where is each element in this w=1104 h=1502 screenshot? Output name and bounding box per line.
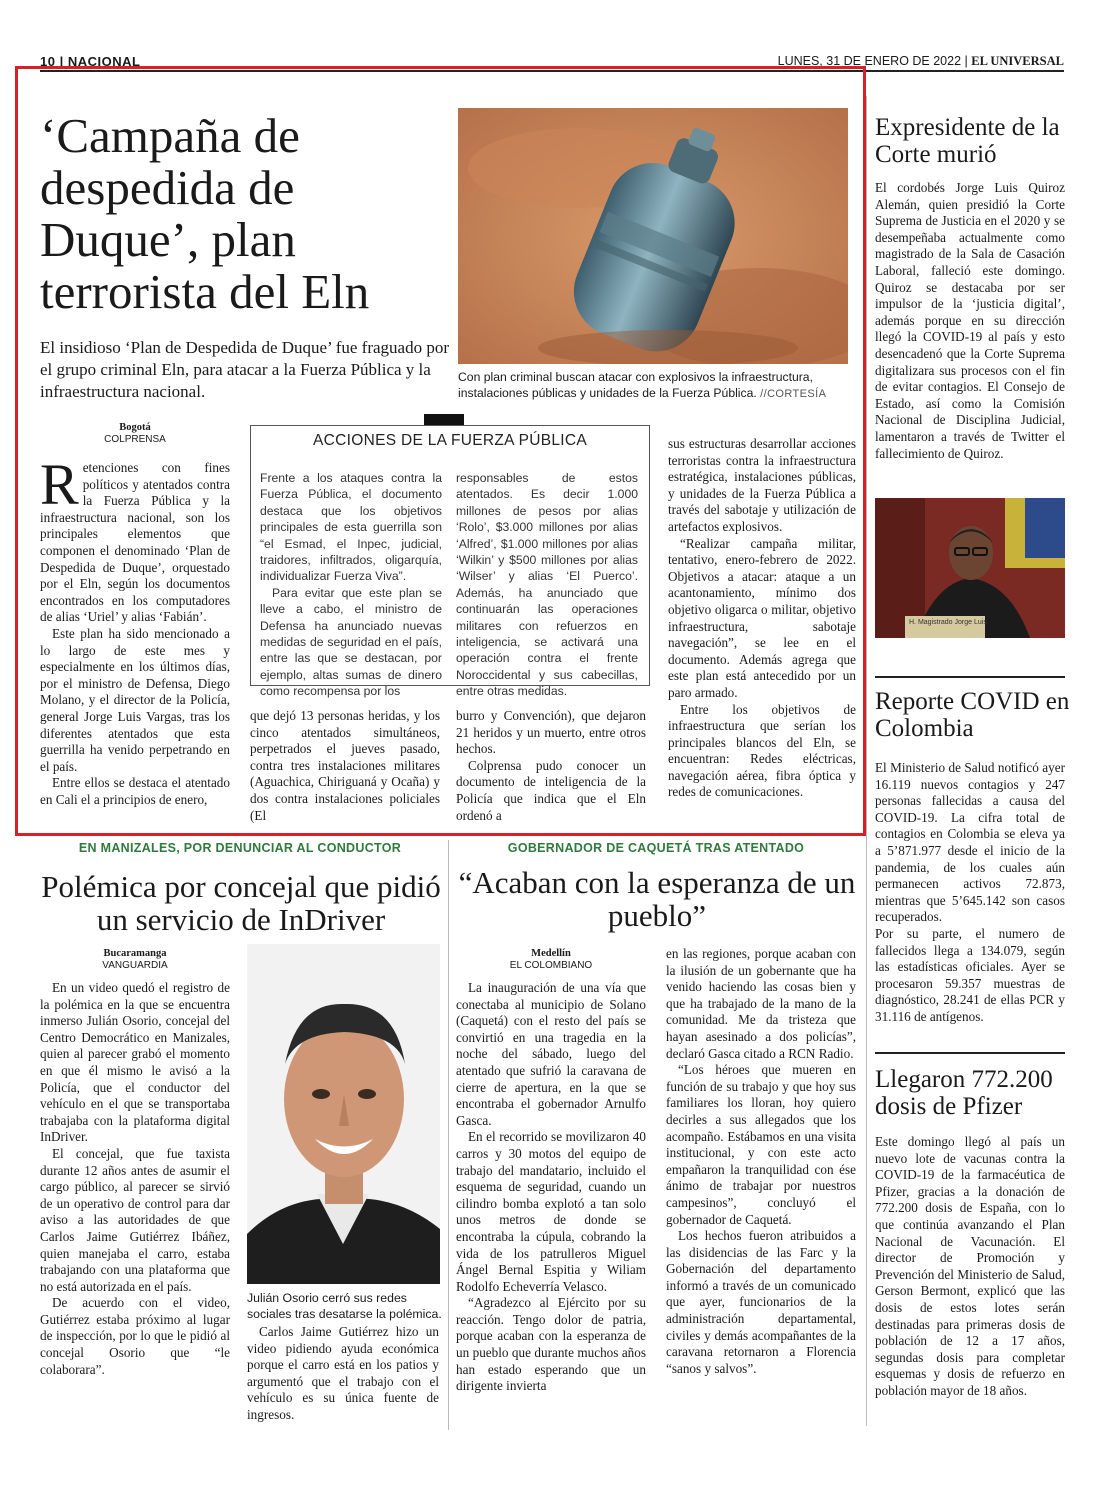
- photo-credit: //CORTESÍA: [760, 388, 827, 400]
- sidebar-col-right: responsables de estos atentados. Es decir 1.000 millones de pesos por alias ‘Rolo’, $3.000 millones por alias ‘Alfred’, $1.000 millones por alias ‘Wilkin’ y $500 millones por alias ‘Wilser’ y alias ‘El Puerco’. Además, ha anunciado que continuarán las operaciones militares con refuerzos en inteligencia, se activará una operación contra el frente Noroccidental y sus cabecillas, entre otras medidas.: [456, 471, 638, 699]
- rail-text-1: El cordobés Jorge Luis Quiroz Alemán, quien presidió la Corte Suprema de Justicia en el 2020 y se desempeñaba actualmente como magistrado de la Sala de Casación Laboral, falleció este domingo. Quiroz se destacaba por ser impulsor de la ‘justicia digital’, además porque en su dirección llegó la COVID-19 al país y esto desencadenó que la Corte Suprema digitalizara sus procesos con el fin de evitar contagios. El Consejo de Estado, así como la Comisión Nacional de Disciplina Judicial, lamentaron a través de Twitter el fallecimiento de Quiroz.: [875, 180, 1065, 461]
- main-lead: El insidioso ‘Plan de Despedida de Duque’ fue fraguado por el grupo criminal Eln, para atacar a la Fuerza Pública y la infraestructura nacional.: [40, 338, 449, 401]
- caqueta-col-1: La inauguración de una vía que conectaba al municipio de Solano (Caquetá) con el resto del país se convirtió en una tragedia en la noche del sábado, luego del atentado que sufrió la caravana de cierre de apertura, en la que se encontraba el gobernador Arnulfo Gasca. En el recorrido se movilizaron 40 carros y 30 motos del equipo de trabajo del mandatario, incluido el esquema de seguridad, cuando un cilindro bomba explotó a tan solo unos metros de donde se encontraba la cúpula, cobrando la vida de los patrulleros Miguel Ángel Bernal Espitia y Wiliam Rodolfo Echeverría Velasco. “Agradezco al Ejército por su reacción. Tengo dolor de patria, porque acaban con la esperanza de un pueblo que durante muchos años han estado esperando que un dirigente invierta: [456, 980, 646, 1394]
- rail-rule-3: [875, 1052, 1065, 1054]
- caqueta-kicker: GOBERNADOR DE CAQUETÁ TRAS ATENTADO: [507, 841, 805, 855]
- caqueta-headline: “Acaban con la esperanza de un pueblo”: [458, 865, 856, 933]
- indriver-col-1: En un video quedó el registro de la polémica en la que se encuentra inmerso Julián Osorio, concejal del Centro Democrático en Manizales, quien al parecer grabó el momento en que él mismo le avisó a la Policía, que el conductor del vehículo en el que se transportaba trabajaba con la plataforma digital InDriver. El concejal, que fue taxista durante 12 años antes de asumir el cargo público, al parecer se sirvió de un operativo de control para dar aviso a las autoridades de que Carlos Jaime Gutiérrez Ibáñez, quien manejaba el carro, estaba trabajando con una plataforma que no está autorizada en el país. De acuerdo con el video, Gutiérrez estaba próximo al lugar de inspección, por lo que le pidió al concejal Osorio que “le colaborara”.: [40, 980, 230, 1377]
- main-col-4: sus estructuras desarrollar acciones terroristas contra la infraestructura estratégica, instalaciones públicas, y unidades de la Fuerza Pública a través del sabotaje y utilización de artefactos explosivos. “Realizar campaña militar, tentativo, enero-febrero de 2022. Objetivos a atacar: ataque a un acantonamiento, mínimo dos objetivo oligarca o militar, objetivo infraestructura, sabotaje navegación”, se lee en el documento. Además agrega que este plan está antecedido por un paro armado. Entre los objetivos de infraestructura que serían los principales blancos del Eln, se encuentran: Redes eléctricas, navegación aérea, fibra óptica y redes de comunicaciones.: [668, 436, 856, 800]
- sidebar-title: ACCIONES DE LA FUERZA PÚBLICA: [313, 432, 587, 449]
- indriver-photo-caption: Julián Osorio cerró sus redes sociales tras desatarse la polémica.: [247, 1291, 442, 1321]
- rail-separator: [866, 96, 867, 1426]
- rail-headline-1: Expresidente de la Corte murió: [875, 114, 1060, 168]
- main-col-2: que dejó 13 personas heridas, y los cinco atentados simultáneos, perpetrados el jueves pasado, contra tres instalaciones militares (Aguachica, Chiriguaná y Ocaña) y dos contra instalaciones policiales (El: [250, 708, 440, 823]
- byline: Bogotá COLPRENSA: [104, 422, 166, 445]
- gas-cylinder-photo: [458, 108, 848, 364]
- caqueta-byline: Medellín EL COLOMBIANO: [509, 948, 593, 971]
- main-photo-caption: Con plan criminal buscan atacar con explosivos la infraestructura, instalaciones públicas y unidades de la Fuerza Pública. //CORTESÍA: [458, 370, 827, 400]
- article-separator: [448, 840, 449, 1430]
- nameplate-text: H. Magistrado Jorge Luis: [909, 619, 987, 626]
- indriver-byline: Bucaramanga VANGUARDIA: [102, 948, 168, 971]
- caqueta-col-2: en las regiones, porque acaban con la ilusión de un gobernante que ha venido haciendo las cosas bien y que ha trabajado de la mano de la comunidad. Me da tristeza que hayan asesinado a dos policías”, declaró Gasca citado a RCN Radio. “Los héroes que mueren en función de su trabajo y que hoy sus familiares los lloran, hoy quiero decirles a sus allegados que los acompaño. Estábamos en una visita institucional, y con este acto empañaron la tranquilidad con ése ánimo de trabajar por nuestros campesinos”, concluyó el gobernador de Caquetá. Los hechos fueron atribuidos a las disidencias de las Farc y la Gobernación del departamento informó a través de un comunicado que ayer, funcionarios de la administración departamental, civiles y demás acompañantes de la caravana retornaron a Florencia “sanos y salvos”.: [666, 946, 856, 1376]
- indriver-kicker: EN MANIZALES, POR DENUNCIAR AL CONDUCTOR: [78, 841, 402, 855]
- rail-headline-3: Llegaron 772.200 dosis de Pfizer: [875, 1066, 1053, 1120]
- rail-headline-2: Reporte COVID en Colombia: [875, 688, 1070, 742]
- page-section-label: 10 | NACIONAL: [40, 54, 141, 69]
- main-col-1: Bogotá COLPRENSA R etenciones con fines políticos y atentados contra la Fuerza Pública y la infraestructura nacional, son los principales elementos que componen el denominado ‘Plan de Despedida de Duque’, orquestado por el Eln, según los documentos encontrados en los computadores de alias ‘Uriel’ y alias ‘Fabián’. Este plan ha sido mencionado a lo largo de este mes y especialmente en los últimos días, por el ministro de Defensa, Diego Molano, y el director de la Policía, general Jorge Luis Vargas, tras los diferentes atentados que esta guerrilla ha venido perpetrando en el país. Entre ellos se destaca el atentado en Cali el a principios de enero,: [40, 422, 230, 807]
- main-headline: ‘Campaña de despedida de Duque’, plan terrorista del Eln: [40, 108, 370, 319]
- rail-text-2: El Ministerio de Salud notificó ayer 16.119 nuevos contagios y 247 personas fallecidas a causa del COVID-19. La cifra total de contagios en Colombia se eleva ya a 5’871.977 desde el inicio de la pandemia, de los cuales aún permanecen activos 72.873, mientras que 5’645.142 son casos recuperados. Por su parte, el numero de fallecidos llega a 134.079, según las estadísticas oficiales. Ayer se procesaron 59.357 muestras de diagnóstico, 28.241 de ellas PCR y 31.116 de antígenos.: [875, 760, 1065, 1024]
- rail-rule-2: [875, 676, 1065, 678]
- rail-text-3: Este domingo llegó al país un nuevo lote de vacunas contra la COVID-19 de la farmacéutica de Pfizer, gracias a la donación de 772.200 dosis de España, con lo que continúa avanzando el Plan Nacional de Vacunación. El director de Promoción y Prevención del Ministerio de Salud, Gerson Bermont, explicó que las dosis de estos lotes serán destinadas para primeras dosis de población de 12 a 17 años, segundas dosis para completar esquemas y dosis de refuerzo en población mayor de 18 años.: [875, 1134, 1065, 1398]
- date-line: LUNES, 31 DE ENERO DE 2022 | EL UNIVERSAL: [777, 54, 1064, 68]
- dropcap: R: [40, 452, 79, 517]
- sidebar-col-left: Frente a los ataques contra la Fuerza Pública, el documento destaca que los objetivos principales de esta guerrilla son “el Esmad, el Inpec, judicial, traidores, infiltrados, oligarquía, individualizar Fuerza Viva”. Para evitar que este plan se lleve a cabo, el ministro de Defensa ha anunciado nuevas medidas de seguridad en el país, entre las que se destacan, por ejemplo, altas sumas de dinero como recompensa por los: [260, 471, 442, 699]
- julian-osorio-photo: [247, 944, 440, 1284]
- indriver-headline: Polémica por concejal que pidió un servicio de InDriver: [41, 869, 441, 937]
- indriver-col-2: Carlos Jaime Gutiérrez hizo un video pidiendo ayuda económica porque el carro está en los patios y argumentó que el trabajo con el vehículo es su única fuente de ingresos.: [247, 1324, 439, 1422]
- main-col-3: burro y Convención), que dejaron 21 heridos y un muerto, entre otros hechos. Colprensa pudo conocer un documento de inteligencia de la Policía que indica que el Eln ordenó a: [456, 708, 646, 823]
- header-rule: [40, 70, 1064, 72]
- magistrate-photo: [875, 498, 1065, 638]
